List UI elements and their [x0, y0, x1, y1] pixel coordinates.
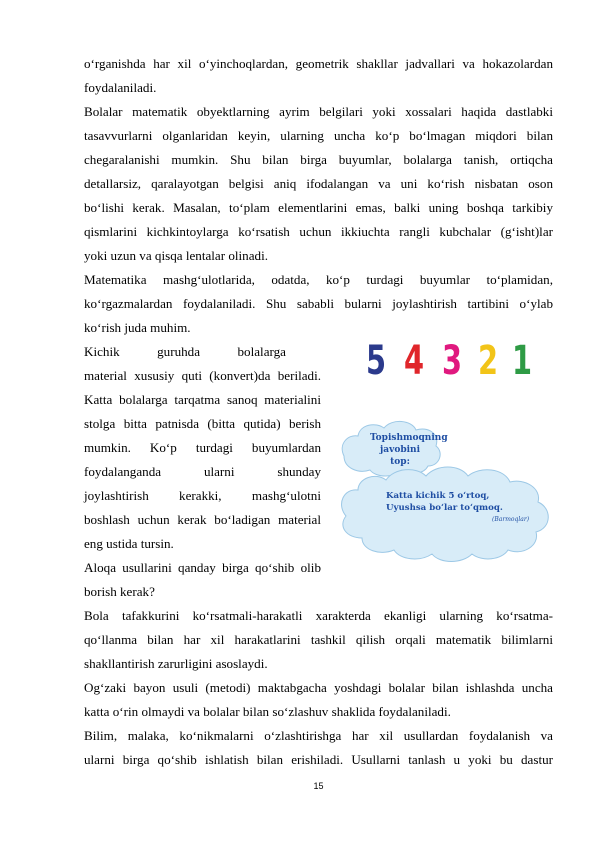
paragraph-2: [84, 100, 553, 268]
text-line: qismlarini kichkintoylarga ko‘rsatish uchun ikkiuchta rangli kubchalar (g‘isht)lar: [84, 224, 553, 239]
cloud-bubbles: [336, 394, 554, 564]
paragraph-6: [84, 604, 553, 676]
text-line: mumkin. Ko‘p turdagi buyumlardan: [84, 440, 321, 455]
number-1: 1: [512, 338, 533, 384]
text-line: Aloqa usullarini qanday birga qo‘shib olib: [84, 560, 321, 575]
text-line: eng ustida tursin.: [84, 536, 174, 551]
number-4: 4: [404, 338, 425, 384]
page-number: 15: [313, 781, 324, 791]
riddle-line: Uyushsa bo‘lar to‘qmoq.: [386, 503, 503, 513]
text-line: tasavvurlarni olganlaridan keyin, ularning uncha ko‘p bo‘lmagan miqdori bilan: [84, 128, 553, 143]
text-line: Bilim, malaka, ko‘nikmalarni o‘zlashtirishga har xil usullardan foydalanish va: [84, 728, 553, 743]
text-line: borish kerak?: [84, 584, 155, 599]
text-line: Kichik guruhda bolalarga: [84, 344, 286, 359]
riddle-prompt-line: javobini top:: [380, 445, 420, 467]
text-line: yoki uzun va qisqa lentalar olinadi.: [84, 248, 268, 263]
riddle-text: [386, 490, 503, 514]
text-line: stolga bitta patnisda (bitta qutida) berish: [84, 416, 321, 431]
paragraph-4: [84, 340, 321, 556]
text-line: foydalaniladi.: [84, 80, 157, 95]
riddle-answer: (Barmoqlar): [492, 516, 530, 523]
riddle-prompt-line: Topishmoqning: [370, 433, 448, 443]
text-line: Bolalar matematik obyektlarning ayrim belgilari yoki xossalari haqida dastlabki: [84, 104, 553, 119]
text-line: Bola tafakkurini ko‘rsatmali-harakatli xarakterda ekanligi ularning ko‘rsatma-: [84, 608, 553, 623]
number-2: 2: [478, 338, 499, 384]
text-line: joylashtirish kerakki, mashg‘ulotni: [84, 488, 321, 503]
text-line: katta o‘rin olmaydi va bolalar bilan so‘zlashuv shaklida foydalaniladi.: [84, 704, 451, 719]
text-line: chegaralanishi mumkin. Shu bilan birga buyumlar, bolalarga tanish, ortiqcha: [84, 152, 553, 167]
fingers-riddle-illustration: [336, 338, 554, 564]
text-line: Katta bolalarga tarqatma sanoq materialini: [84, 392, 321, 407]
riddle-prompt: [370, 432, 448, 468]
text-line: ko‘rish juda muhim.: [84, 320, 191, 335]
text-line: bo‘lishi kerak. Masalan, to‘plam elementlarini emas, balki uning boshqa tarkibiy: [84, 200, 553, 215]
paragraph-7: [84, 676, 553, 724]
text-line: ko‘rgazmalardan foydalaniladi. Shu sababli bularni joylashtirish tartibini o‘ylab: [84, 296, 553, 311]
text-line: qo‘llanma bilan har xil harakatlarini tashkil qilish orqali matematik bilimlarni: [84, 632, 553, 647]
number-3: 3: [442, 338, 463, 384]
cloud-large: [342, 467, 549, 562]
text-line: shakllantirish zarurligini asoslaydi.: [84, 656, 268, 671]
text-line: ularni birga qo‘shib ishlatish bilan erishiladi. Usullarni tanlash u yoki bu dastur: [84, 752, 553, 767]
riddle-line: Katta kichik 5 o‘rtoq,: [386, 491, 490, 501]
text-line: o‘rganishda har xil o‘yinchoqlardan, geometrik shakllar jadvallari va hokazolardan: [84, 56, 553, 71]
text-line: Og‘zaki bayon usuli (metodi) maktabgacha yoshdagi bolalar bilan ishlashda uncha: [84, 680, 553, 695]
text-line: material xususiy quti (konvert)da beriladi.: [84, 368, 321, 383]
text-line: foydalanganda ularni shunday: [84, 464, 321, 479]
paragraph-3: [84, 268, 553, 340]
text-line: Matematika mashg‘ulotlarida, odatda, ko‘p turdagi buyumlar to‘plamidan,: [84, 272, 553, 287]
paragraph-1: [84, 52, 553, 100]
paragraph-8: [84, 724, 553, 772]
text-line: boshlash uchun kerak bo‘ladigan material: [84, 512, 321, 527]
paragraph-5: [84, 556, 321, 604]
number-5: 5: [366, 338, 387, 384]
text-line: detallarsiz, qaralayotgan belgisi aniq ifodalangan va uni ko‘rish nisbatan oson: [84, 176, 553, 191]
